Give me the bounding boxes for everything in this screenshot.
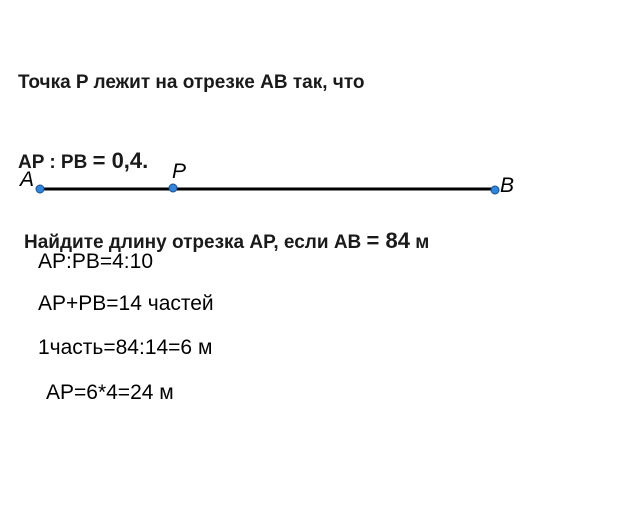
segment-figure [0, 150, 618, 220]
point-a-label: A [20, 168, 35, 191]
point-p-label: P [172, 160, 187, 183]
problem-line-1: Точка P лежит на отрезке AB так, что [18, 72, 365, 93]
point-a-dot [36, 185, 44, 193]
length-value: = 84 [366, 228, 410, 253]
point-b-dot [491, 186, 499, 194]
solution-step-3: 1часть=84:14=6 м [38, 336, 213, 359]
solution-step-1: AP:PB=4:10 [38, 250, 153, 273]
ratio-text: AP : PB [18, 152, 93, 173]
solution-step-4: AP=6*4=24 м [46, 381, 174, 404]
solution-step-2: AP+PB=14 частей [38, 292, 214, 315]
point-p-dot [169, 184, 177, 192]
point-b-label: B [500, 174, 515, 197]
length-unit: м [409, 232, 430, 253]
question-text: Найдите длину отрезка AP, если AB [24, 232, 367, 253]
ratio-value: = 0,4. [92, 148, 149, 173]
